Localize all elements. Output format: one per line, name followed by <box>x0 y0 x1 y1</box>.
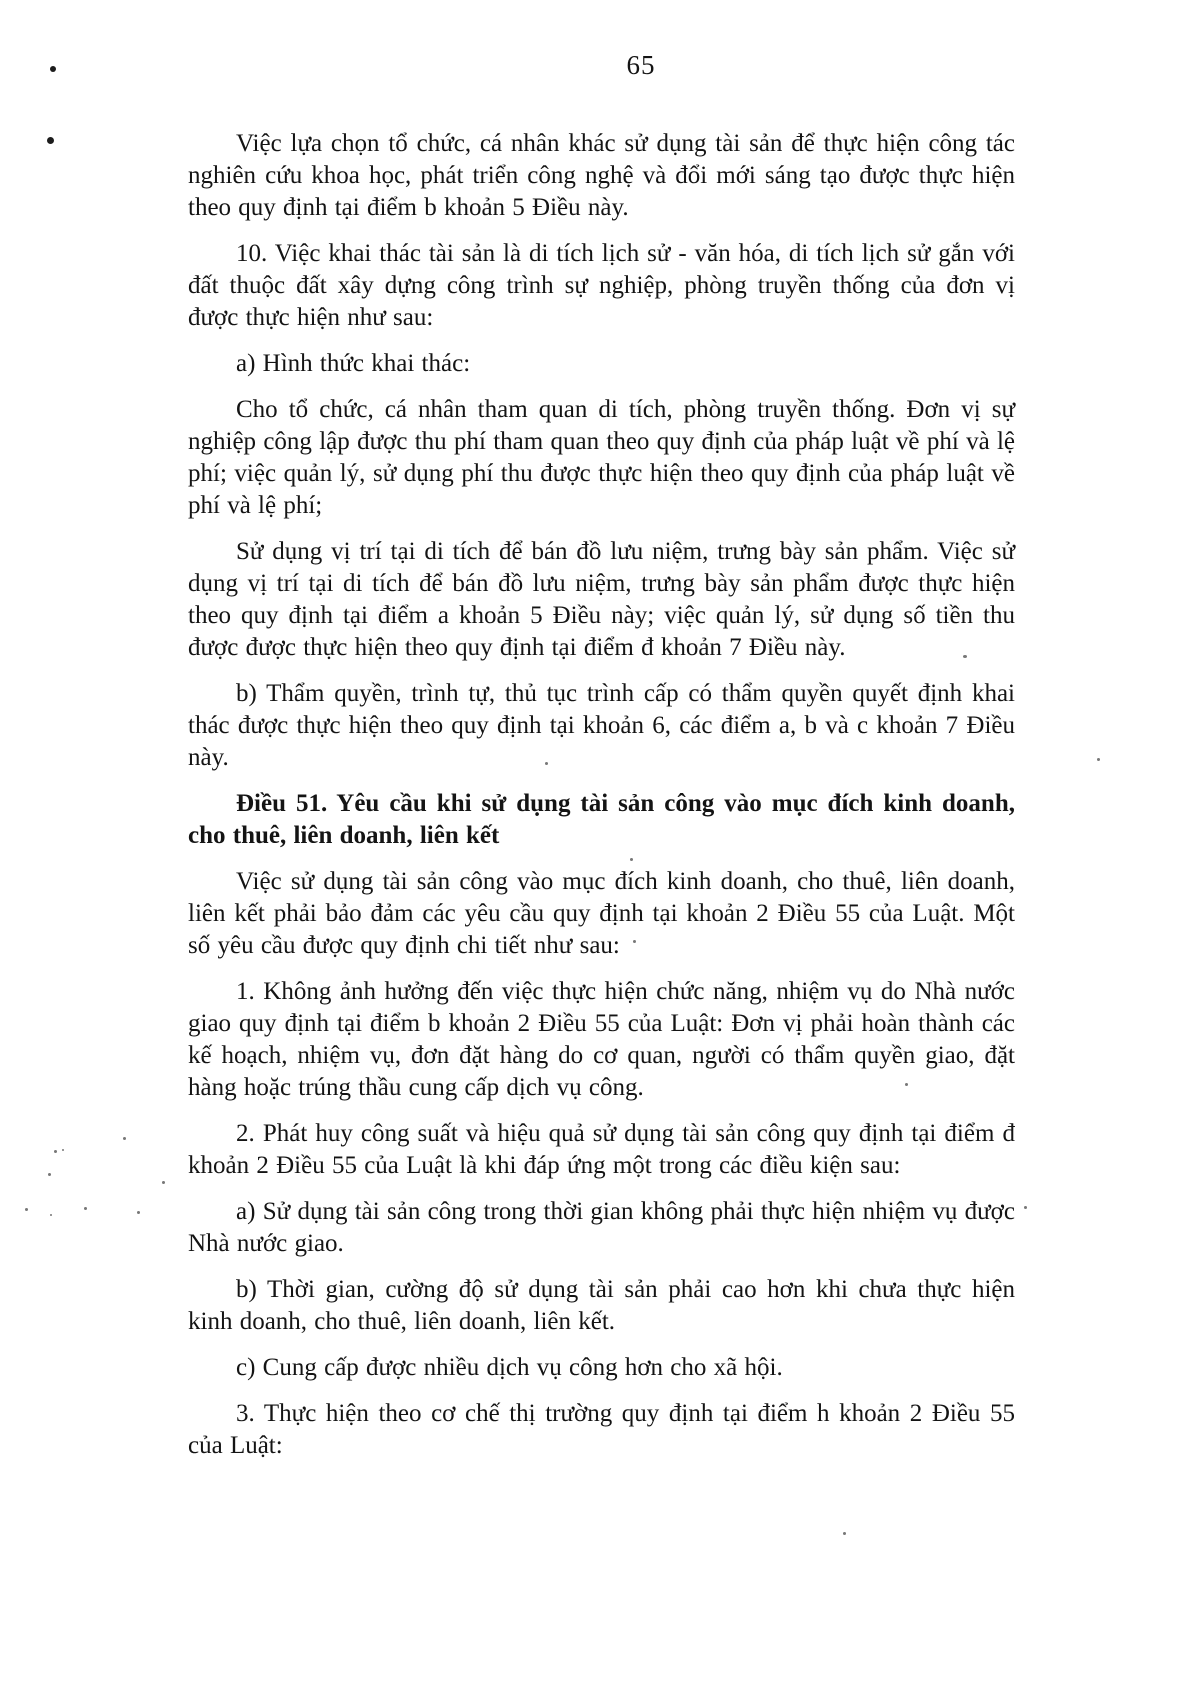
scan-artifact <box>905 1083 908 1086</box>
scan-artifact <box>630 858 633 861</box>
paragraph-clause-2: 2. Phát huy công suất và hiệu quả sử dụng tài sản công quy định tại điểm đ khoản 2 Điều 55 của Luật là khi đáp ứng một trong các điều kiện sau: <box>188 1120 1015 1179</box>
article-51-heading: Điều 51. Yêu cầu khi sử dụng tài sản công vào mục đích kinh doanh, cho thuê, liên doanh, liên kết <box>188 790 1015 849</box>
scan-artifact <box>50 1214 52 1216</box>
paragraph-clause-3: 3. Thực hiện theo cơ chế thị trường quy định tại điểm h khoản 2 Điều 55 của Luật: <box>188 1400 1015 1459</box>
scan-artifact <box>84 1207 87 1210</box>
paragraph-clause-1: 1. Không ảnh hưởng đến việc thực hiện chức năng, nhiệm vụ do Nhà nước giao quy định tại điểm b khoản 2 Điều 55 của Luật: Đơn vị phải hoàn thành các kế hoạch, nhiệm vụ, đơn đặt hàng do cơ quan, người có thẩm quyền giao, đặt hàng hoặc trúng thầu cung cấp dịch vụ công. <box>188 978 1015 1101</box>
document-body <box>188 128 1015 1476</box>
scan-artifact <box>1097 758 1100 761</box>
paragraph-clause-10: 10. Việc khai thác tài sản là di tích lịch sử - văn hóa, di tích lịch sử gắn với đất thuộc đất xây dựng công trình sự nghiệp, phòng truyền thống của đơn vị được thực hiện như sau: <box>188 240 1015 331</box>
page-number: 65 <box>626 50 656 80</box>
paragraph-clause-2-point-b: b) Thời gian, cường độ sử dụng tài sản phải cao hơn khi chưa thực hiện kinh doanh, cho thuê, liên doanh, liên kết. <box>188 1276 1015 1335</box>
scan-artifact <box>1024 1206 1027 1209</box>
scan-artifact <box>545 762 548 765</box>
scan-artifact <box>25 1208 28 1211</box>
scan-artifact <box>123 1137 126 1140</box>
paragraph-point-b-authority: b) Thẩm quyền, trình tự, thủ tục trình cấp có thẩm quyền quyết định khai thác được thực hiện theo quy định tại khoản 6, các điểm a, b và c khoản 7 Điều này. <box>188 680 1015 771</box>
paragraph-point-a-heading: a) Hình thức khai thác: <box>236 350 471 377</box>
scan-artifact <box>48 1173 51 1176</box>
scan-artifact <box>137 1211 140 1214</box>
scan-artifact <box>162 1181 165 1184</box>
paragraph-clause-2-point-c: c) Cung cấp được nhiều dịch vụ công hơn cho xã hội. <box>236 1354 783 1381</box>
paragraph-clause-2-point-a: a) Sử dụng tài sản công trong thời gian không phải thực hiện nhiệm vụ được Nhà nước giao. <box>188 1198 1015 1257</box>
paragraph-souvenir-sales: Sử dụng vị trí tại di tích để bán đồ lưu niệm, trưng bày sản phẩm. Việc sử dụng vị trí tại di tích để bán đồ lưu niệm, trưng bày sản phẩm được thực hiện theo quy định tại điểm a khoản 5 Điều này; việc quản lý, sử dụng số tiền thu được được thực hiện theo quy định tại điểm đ khoản 7 Điều này. <box>188 538 1015 661</box>
scan-artifact <box>633 940 636 943</box>
scan-artifact <box>62 1149 64 1151</box>
scan-artifact <box>54 1150 57 1153</box>
scan-artifact <box>47 137 54 144</box>
paragraph-article-51-intro: Việc sử dụng tài sản công vào mục đích kinh doanh, cho thuê, liên doanh, liên kết phải bảo đảm các yêu cầu quy định tại khoản 2 Điều 55 của Luật. Một số yêu cầu được quy định chi tiết như sau: <box>188 868 1015 959</box>
scan-artifact <box>50 66 56 72</box>
scan-artifact <box>963 655 967 658</box>
paragraph-research-use: Việc lựa chọn tổ chức, cá nhân khác sử dụng tài sản để thực hiện công tác nghiên cứu khoa học, phát triển công nghệ và đổi mới sáng tạo được thực hiện theo quy định tại điểm b khoản 5 Điều này. <box>188 130 1015 221</box>
paragraph-visit-fees: Cho tổ chức, cá nhân tham quan di tích, phòng truyền thống. Đơn vị sự nghiệp công lập được thu phí tham quan theo quy định của pháp luật về phí và lệ phí; việc quản lý, sử dụng phí thu được thực hiện theo quy định của pháp luật về phí và lệ phí; <box>188 396 1015 519</box>
scan-artifact <box>843 1532 846 1535</box>
